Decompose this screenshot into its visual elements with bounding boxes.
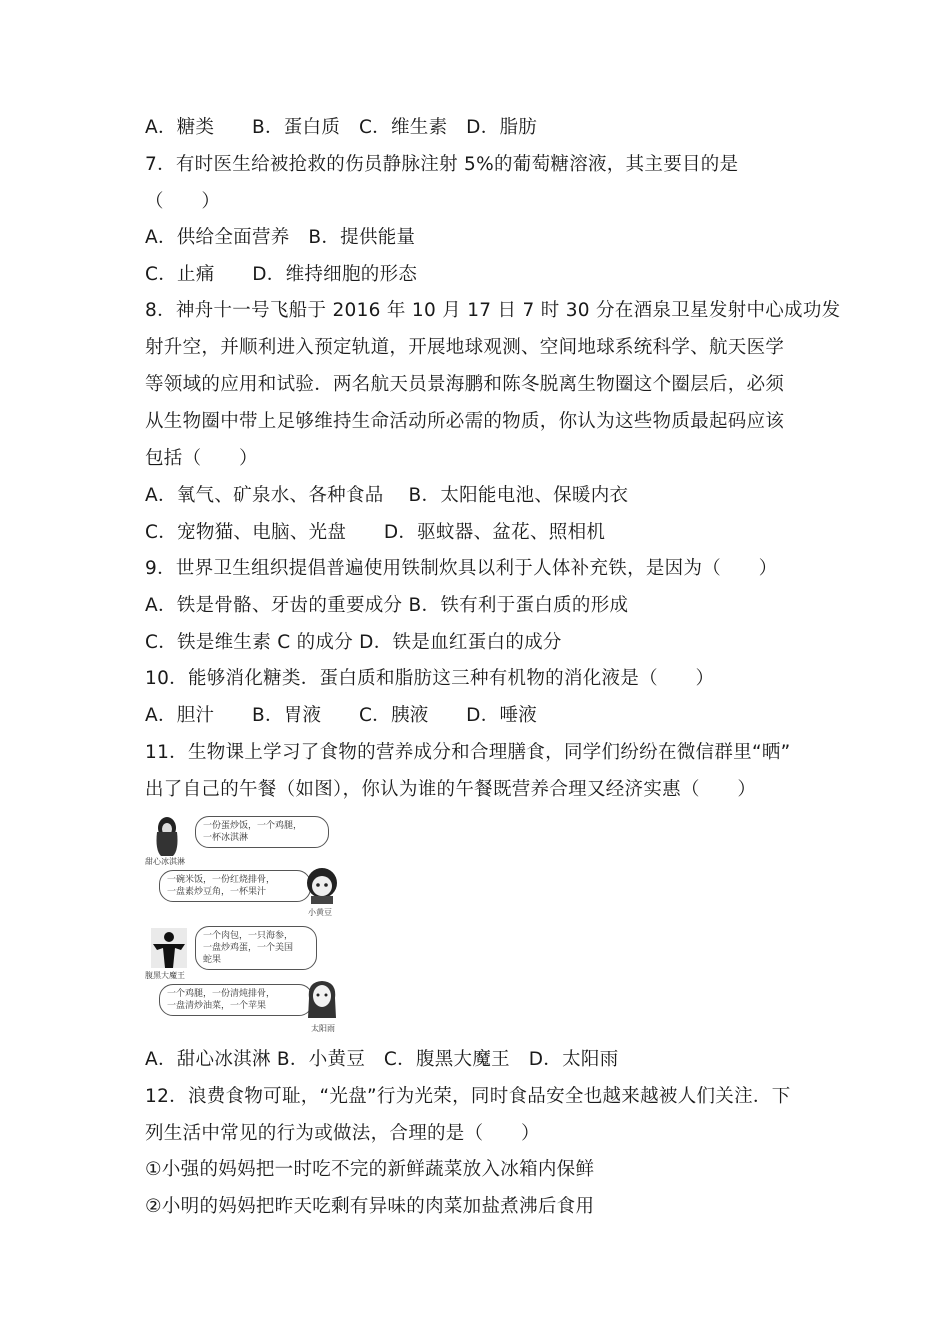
q12-item-1: ①小强的妈妈把一时吃不完的新鲜蔬菜放入冰箱内保鲜 [145, 1159, 595, 1180]
meal-bubble-4: 一个鸡腿，一份清炖排骨， 一盘清炒油菜，一个苹果 [159, 984, 313, 1016]
q8-stem-line5: 包括（ ） [145, 448, 258, 469]
q12-stem-line2: 列生活中常见的行为或做法，合理的是（ ） [145, 1123, 540, 1144]
meal-bubble-3: 一个肉包，一只海参， 一盘炒鸡蛋，一个美国 蛇果 [195, 926, 317, 970]
q11-stem-line1: 11．生物课上学习了食物的营养成分和合理膳食，同学们纷纷在微信群里“晒” [145, 742, 791, 763]
person-name-1: 甜心冰淇淋 [145, 857, 185, 866]
q8-stem-line2: 射升空，并顺利进入预定轨道，开展地球观测、空间地球系统科学、航天医学 [145, 337, 785, 358]
q11-options: A．甜心冰淇淋 B．小黄豆 C．腹黑大魔王 D．太阳雨 [145, 1049, 619, 1070]
meal-bubble-1: 一份蛋炒饭，一个鸡腿， 一杯冰淇淋 [195, 816, 329, 848]
q7-options-ab: A．供给全面营养 B．提供能量 [145, 227, 416, 248]
q6-options: A．糖类 B．蛋白质 C．维生素 D．脂肪 [145, 117, 538, 138]
q8-stem-line1: 8．神舟十一号飞船于 2016 年 10 月 17 日 7 时 30 分在酒泉卫星发射中心成功发 [145, 300, 841, 321]
q8-stem-line3: 等领域的应用和试验．两名航天员景海鹏和陈冬脱离生物圈这个圈层后，必须 [145, 374, 785, 395]
girl-long-hair-avatar [149, 814, 185, 856]
girl-avatar [305, 978, 339, 1020]
q10-options: A．胆汁 B．胃液 C．胰液 D．唾液 [145, 705, 538, 726]
cartoon-kid-avatar [305, 866, 339, 904]
q8-options-ab: A．氧气、矿泉水、各种食品 B．太阳能电池、保暖内衣 [145, 485, 629, 506]
q8-stem-line4: 从生物圈中带上足够维持生命活动所必需的物质，你认为这些物质最起码应该 [145, 411, 785, 432]
q9-options-cd: C．铁是维生素 C 的成分 D．铁是血红蛋白的成分 [145, 632, 562, 653]
person-name-4: 太阳雨 [311, 1024, 335, 1033]
q12-stem-line1: 12．浪费食物可耻，“光盘”行为光荣，同时食品安全也越来越被人们关注．下 [145, 1086, 791, 1107]
meal-bubble-2: 一碗米饭，一份红烧排骨， 一盘素炒豆角，一杯果汁 [159, 870, 311, 902]
q11-stem-line2: 出了自己的午餐（如图），你认为谁的午餐既营养合理又经济实惠（ ） [145, 779, 757, 800]
q12-item-2: ②小明的妈妈把昨天吃剩有异味的肉菜加盐煮沸后食用 [145, 1196, 595, 1217]
person-name-2: 小黄豆 [308, 908, 332, 917]
q8-options-cd: C．宠物猫、电脑、光盘 D．驱蚊器、盆花、照相机 [145, 522, 606, 543]
dark-figure-avatar [151, 928, 187, 968]
q7-stem-paren: （ ） [145, 191, 221, 212]
q7-stem: 7．有时医生给被抢救的伤员静脉注射 5%的葡萄糖溶液，其主要目的是 [145, 154, 739, 175]
q7-options-cd: C．止痛 D．维持细胞的形态 [145, 264, 418, 285]
q9-options-ab: A．铁是骨骼、牙齿的重要成分 B．铁有利于蛋白质的形成 [145, 595, 629, 616]
q9-stem: 9．世界卫生组织提倡普遍使用铁制炊具以利于人体补充铁，是因为（ ） [145, 558, 778, 579]
person-name-3: 腹黑大魔王 [145, 971, 185, 980]
lunch-figure [145, 812, 343, 1036]
q10-stem: 10．能够消化糖类．蛋白质和脂肪这三种有机物的消化液是（ ） [145, 668, 715, 689]
